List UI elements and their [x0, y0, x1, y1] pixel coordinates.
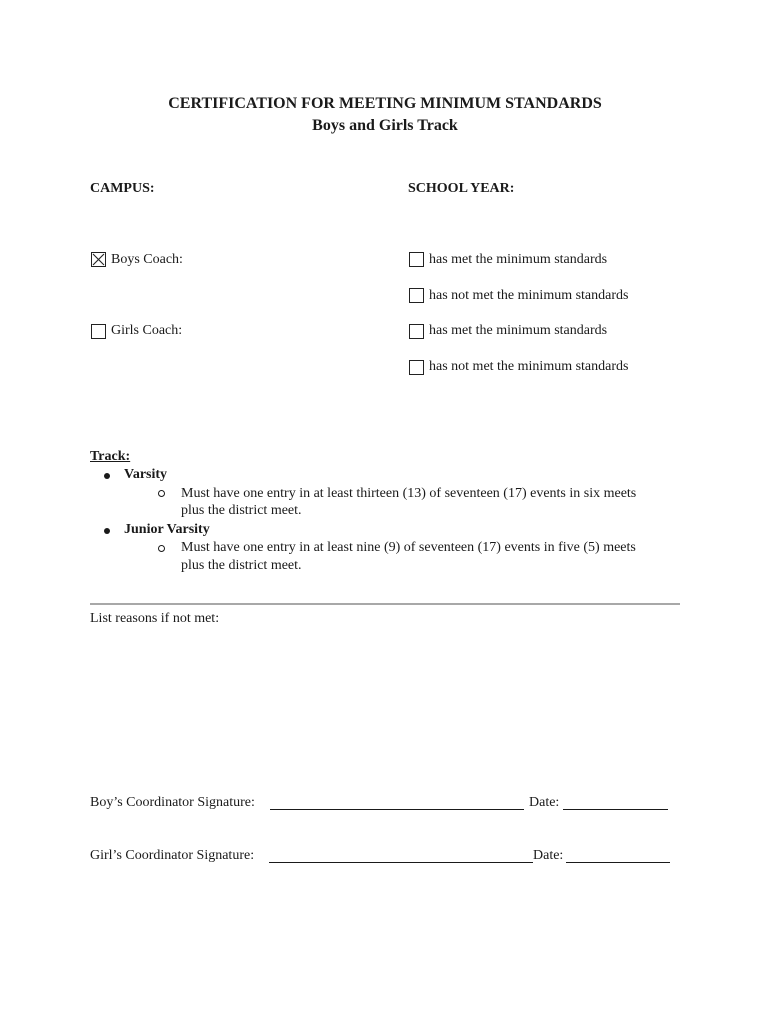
track-heading: Track: [90, 449, 131, 464]
boys-signature-label: Boy’s Coordinator Signature: [90, 795, 255, 810]
track-item-jv-requirement-cont: plus the district meet. [181, 558, 302, 573]
track-item-varsity-requirement: Must have one entry in at least thirteen (13) of seventeen (17) events in six meets [181, 486, 637, 501]
boys-not-met-label: has not met the minimum standards [429, 288, 629, 303]
boys-not-met-checkbox[interactable] [409, 288, 424, 303]
bullet-icon [104, 528, 110, 534]
boys-met-label: has met the minimum standards [429, 252, 608, 267]
track-item-jv-name: Junior Varsity [124, 522, 210, 537]
girls-coach-label: Girls Coach: [111, 323, 183, 338]
girls-coach-checkbox[interactable] [91, 324, 106, 339]
girls-met-label: has met the minimum standards [429, 323, 608, 338]
girls-signature-line[interactable] [269, 862, 533, 863]
boys-date-label: Date: [529, 795, 560, 810]
track-item-varsity-requirement-cont: plus the district meet. [181, 503, 302, 518]
girls-date-label: Date: [533, 848, 564, 863]
reasons-label: List reasons if not met: [90, 611, 220, 626]
girls-met-checkbox[interactable] [409, 324, 424, 339]
form-title: CERTIFICATION FOR MEETING MINIMUM STANDARDS [168, 95, 602, 112]
boys-signature-line[interactable] [270, 809, 524, 810]
girls-signature-label: Girl’s Coordinator Signature: [90, 848, 255, 863]
boys-date-line[interactable] [563, 809, 668, 810]
track-item-varsity-name: Varsity [124, 467, 168, 482]
bullet-icon [104, 473, 110, 479]
boys-met-checkbox[interactable] [409, 252, 424, 267]
form-subtitle: Boys and Girls Track [312, 117, 458, 134]
school-year-label: SCHOOL YEAR: [408, 181, 515, 196]
section-divider [90, 603, 680, 605]
track-item-jv-requirement: Must have one entry in at least nine (9) of seventeen (17) events in five (5) meets [181, 540, 636, 555]
boys-coach-checkbox[interactable] [91, 252, 106, 267]
girls-not-met-label: has not met the minimum standards [429, 359, 629, 374]
sub-bullet-icon [158, 490, 165, 497]
boys-coach-label: Boys Coach: [111, 252, 183, 267]
girls-date-line[interactable] [566, 862, 670, 863]
checked-x-icon [92, 253, 105, 266]
campus-label: CAMPUS: [90, 181, 155, 196]
girls-not-met-checkbox[interactable] [409, 360, 424, 375]
sub-bullet-icon [158, 545, 165, 552]
